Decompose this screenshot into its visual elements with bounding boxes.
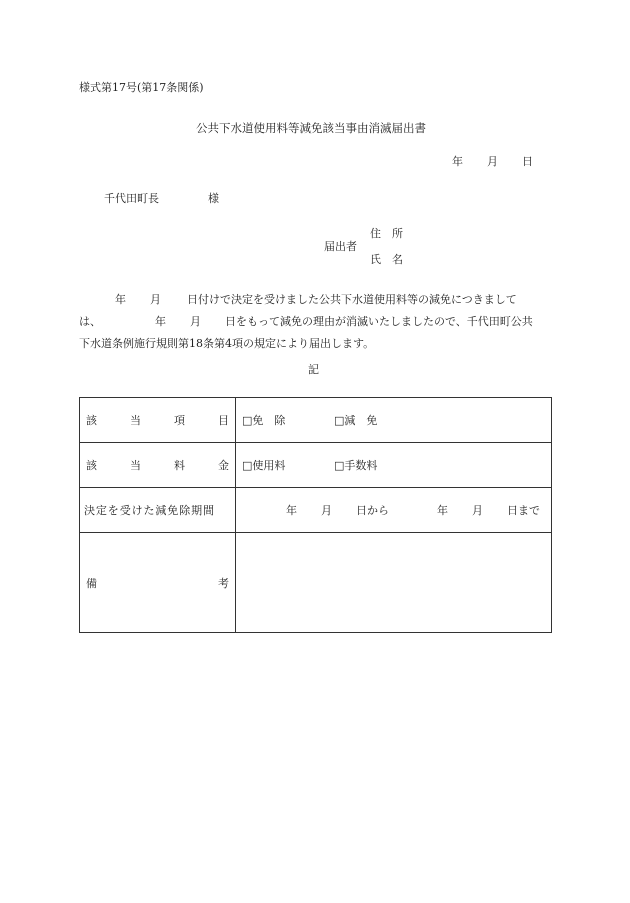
details-table <box>79 397 552 633</box>
ki-heading: 記 <box>308 363 319 376</box>
remarks-field[interactable] <box>236 533 552 633</box>
period-to-year: 年 <box>437 504 448 517</box>
notifier-name-label: 氏 名 <box>370 253 403 266</box>
body-line-3: 下水道条例施行規則第18条第4項の規定により届出します。 <box>79 337 375 350</box>
document-title: 公共下水道使用料等減免該当事由消滅届出書 <box>196 121 426 135</box>
table-row-fee <box>80 443 552 488</box>
body-line-2: は、 年 月 日をもって減免の理由が消滅いたしましたので、千代田町公共 <box>79 315 533 328</box>
addressee-honorific: 様 <box>208 192 219 205</box>
submission-date <box>452 156 533 167</box>
row-item-options <box>236 398 552 443</box>
table-row-remarks <box>80 533 552 633</box>
checkbox-exemption[interactable]: □免 除 <box>242 414 286 427</box>
table-row-period <box>80 488 552 533</box>
period-to-day: 日まで <box>507 504 540 517</box>
row-period-label: 決定を受けた減免除期間 <box>80 488 236 533</box>
form-number: 様式第17号(第17条関係) <box>79 81 204 94</box>
body-paragraph <box>79 289 551 355</box>
body-line-1: 年 月 日付けで決定を受けました公共下水道使用料等の減免につきまして <box>115 293 517 306</box>
period-to-month: 月 <box>472 504 483 517</box>
notifier-label: 届出者 <box>324 240 357 253</box>
table-row-item <box>80 398 552 443</box>
period-from-day: 日から <box>356 504 389 517</box>
addressee-name: 千代田町長 <box>104 192 159 205</box>
row-period-value <box>236 488 552 533</box>
period-from-year: 年 <box>286 504 297 517</box>
date-month: 月 <box>487 155 498 168</box>
row-remarks-label: 備 考 <box>80 533 236 633</box>
date-day: 日 <box>522 155 533 168</box>
checkbox-reduction[interactable]: □減 免 <box>334 414 378 427</box>
checkbox-usage-fee[interactable]: □使用料 <box>242 459 286 472</box>
date-year: 年 <box>452 155 463 168</box>
row-fee-options <box>236 443 552 488</box>
checkbox-handling-fee[interactable]: □手数料 <box>334 459 378 472</box>
row-item-label: 該 当 項 目 <box>80 398 236 443</box>
period-from-month: 月 <box>321 504 332 517</box>
notifier-address-label: 住 所 <box>370 227 403 240</box>
row-fee-label: 該 当 料 金 <box>80 443 236 488</box>
